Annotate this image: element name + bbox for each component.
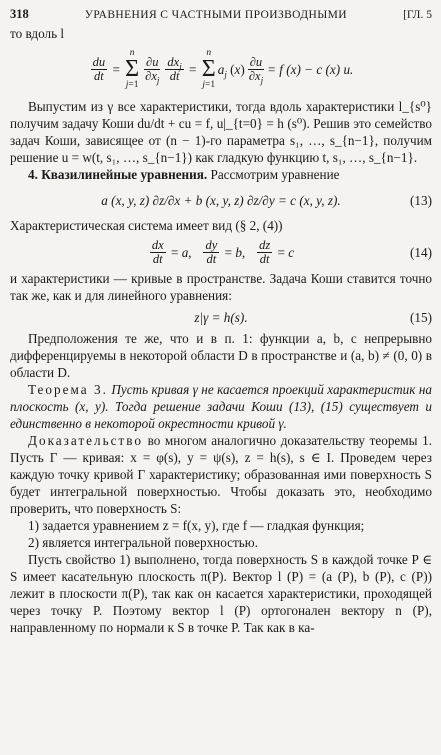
running-title: УРАВНЕНИЯ С ЧАСТНЫМИ ПРОИЗВОДНЫМИ	[84, 9, 348, 21]
list-item-1: 1) задается уравнением z = f(x, y), где f — гладкая функция;	[28, 518, 365, 533]
paragraph-2: Характеристическая система имеет вид (§ 2, (4))	[10, 218, 283, 233]
paragraph-1: Выпустим из γ все характеристики, тогда вдоль характеристики l_{s⁰} получим задачу Коши du/dt + cu = f, u|_{t=0} = h (s⁰). Решив это семейство задач Коши, зависящее от (n − 1)-го параметра s₁, …, s_{n−1}, получим решение u = w(t, s₁, …, s_{n−1}) как гладкую функцию t, s₁, …, s_{n−1}.	[10, 99, 432, 165]
section-4-heading	[10, 166, 432, 183]
eq14-frac-dy: $\frac{dy}{dt}$	[205, 237, 218, 266]
eq14-frac-dx: $\frac{dx}{dt}$	[151, 237, 164, 266]
paragraph-4: Предположения те же, что и в п. 1: функции a, b, c непрерывно дифференцируемы в некоторой области D в пространстве и (a, b) ≠ (0, 0) в области D.	[10, 331, 432, 380]
paragraph-3: и характеристики — кривые в пространстве. Задача Коши ставится точно так же, как и для линейного уравнения:	[10, 271, 432, 303]
equation-1: $\frac{du}{dt}$ = n Σ j=1 $\frac{\partial u}{\partial x_j}$ $\frac{dx_j}{dt}$ = n Σ j=1 $a_j$ (x) $\frac{\partial u}{\partial x_j}$ = f (x) − c (x) u.	[92, 48, 354, 90]
eq1-frac-partial-2: $\frac{\partial u}{\partial x_j}$	[248, 54, 264, 85]
proof	[10, 432, 432, 517]
page-number: 318	[10, 7, 29, 21]
eq13-text: a (x, y, z) ∂z/∂x + b (x, y, z) ∂z/∂y = c (x, y, z).	[101, 192, 341, 208]
eq15-number: (15)	[410, 309, 432, 325]
paragraph-5: Пусть свойство 1) выполнено, тогда поверхность S в каждой точке P ∈ S имеет касательную плоскость π(P). Вектор l (P) = (a (P), b (P), c (P)) лежит в плоскости π(P), так как он касается характеристики, проходящей через точку P. Поэтому вектор l (P) ортогонален вектору n (P), направленному по нормали к S в точке P. Так как в ка-	[10, 552, 432, 635]
eq14-number: (14)	[410, 244, 432, 260]
eq15-text: z|γ = h(s).	[194, 309, 248, 325]
eq1-sum-2: n Σ j=1	[201, 48, 216, 90]
chapter-label: [ГЛ. 5	[403, 9, 432, 21]
theorem-label: Теорема 3.	[28, 382, 108, 397]
theorem-text: Пусть кривая γ не касается проекций характеристик на плоскость (x, y). Тогда решение задачи Коши (13), (15) существует и единственно в некоторой окрестности кривой γ.	[10, 382, 433, 431]
eq13-number: (13)	[410, 192, 432, 208]
proof-text: во многом аналогично доказательству теоремы 1. Пусть Γ — кривая: x = φ(s), y = ψ(s), z = h(s), s ∈ I. Проведем через каждую точку кривой Γ характеристику; образованная ими поверхность S будет интегральной поверхностью. Чтобы доказать это, необходимо проверить, что поверхность S:	[10, 433, 432, 516]
eq14-frac-dz: $\frac{dz}{dt}$	[259, 237, 271, 266]
eq1-frac-du-dt: $\frac{du}{dt}$	[92, 54, 106, 83]
text-line-0: то вдоль l	[10, 26, 65, 41]
list-item-2: 2) является интегральной поверхностью.	[28, 535, 258, 550]
eq1-frac-partial: $\frac{\partial u}{\partial x_j}$	[145, 54, 160, 85]
equation-14: $\frac{dx}{dt}$ = a, $\frac{dy}{dt}$ = b, $\frac{dz}{dt}$ = c (14)	[151, 237, 432, 266]
theorem-3	[10, 381, 432, 432]
equation-15	[10, 306, 432, 328]
equation-13	[10, 185, 432, 215]
section-4-rest: Рассмотрим уравнение	[210, 167, 340, 182]
eq1-frac-dx-dt: $\frac{dx_j}{dt}$	[167, 54, 182, 83]
eq1-tail: = f (x) − c (x) u.	[267, 61, 354, 77]
eq1-sum-1: n Σ j=1	[125, 48, 140, 90]
proof-label: Доказательство	[28, 433, 143, 448]
section-4-title: 4. Квазилинейные уравнения.	[28, 167, 208, 182]
running-header	[10, 6, 432, 25]
